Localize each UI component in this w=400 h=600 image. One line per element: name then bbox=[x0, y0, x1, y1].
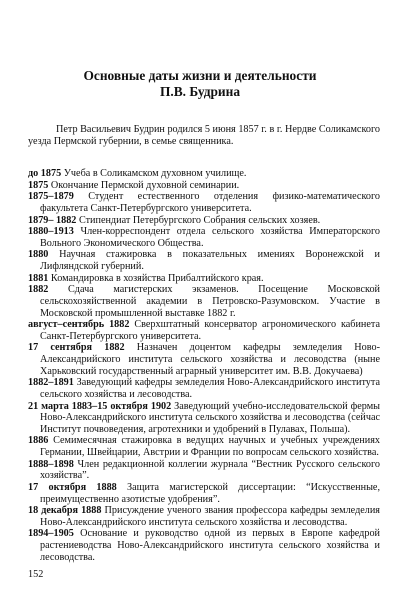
page-title-line-2: П.В. Будрина bbox=[159, 84, 241, 99]
entry-text: Член-корреспондент отдела сельского хозяйства Императорского Вольного Экономического Общества. bbox=[40, 226, 380, 249]
entry-text: Защита магистерской диссертации: “Искусственные, преимущественно азотистые удобрения”. bbox=[40, 481, 381, 505]
chronology-entry bbox=[28, 528, 380, 563]
chronology-entry bbox=[28, 226, 380, 249]
entry-date: до 1875 bbox=[28, 168, 62, 179]
entry-date: 1882 bbox=[28, 284, 49, 296]
entry-text: Учеба в Соликамском духовном училище. bbox=[61, 168, 247, 179]
entry-text: Стипендиат Петербургского Собрания сельских хозяев. bbox=[76, 214, 321, 226]
chronology-entry bbox=[28, 215, 380, 227]
entry-text: Сдача магистерских экзаменов. Посещение Московской сельскохозяйственной академии в Петровско-Разумовском. Участие в Московской промышленной выставке 1882 г. bbox=[40, 284, 380, 319]
chronology-list bbox=[28, 168, 380, 563]
entry-date: 17 сентября 1882 bbox=[28, 342, 125, 354]
chronology-entry bbox=[28, 284, 380, 319]
chronology-entry bbox=[28, 191, 380, 214]
chronology-entry bbox=[28, 342, 380, 377]
chronology-entry bbox=[28, 319, 380, 342]
entry-date: 1880 bbox=[28, 249, 49, 261]
entry-date: 1879– 1882 bbox=[28, 214, 77, 226]
entry-date: 18 декабря 1888 bbox=[28, 505, 102, 517]
page-number: 152 bbox=[28, 569, 44, 580]
entry-text: Член редакционной коллегии журнала “Вестник Русского сельского хозяйства”. bbox=[40, 458, 380, 482]
entry-date: 1875 bbox=[28, 179, 49, 191]
entry-text: Окончание Пермской духовной семинарии. bbox=[48, 179, 240, 191]
entry-text: Заведующий кафедры земледелия Ново-Александрийского института сельского хозяйства и лесоводства. bbox=[40, 377, 380, 400]
entry-date: 1880–1913 bbox=[28, 226, 74, 238]
entry-text: Присуждение ученого звания профессора кафедры земледелия Ново-Александрийского института сельского хозяйства и лесоводства. bbox=[40, 505, 380, 528]
chronology-entry bbox=[28, 249, 380, 272]
entry-date: 1888–1898 bbox=[28, 458, 74, 470]
entry-text: Командировка в хозяйства Прибалтийского края. bbox=[48, 272, 264, 284]
entry-text: Основание и руководство одной из первых в Европе кафедрой растениеводства Ново-Александрийского института сельского хозяйства и лесоводства. bbox=[40, 528, 380, 563]
chronology-entry bbox=[28, 401, 380, 436]
chronology-entry bbox=[28, 168, 380, 180]
chronology-entry bbox=[28, 505, 380, 528]
entry-text: Заведующий учебно-исследовательской фермы Ново-Александрийского института сельского хозяйства и лесоводства (сейчас Институт почвоведения, агротехники и удобрений в Пулавах, Польша). bbox=[40, 400, 380, 435]
entry-text: Научная стажировка в показательных имениях Воронежской и Лифляндской губерний. bbox=[40, 249, 380, 272]
entry-text: Сверхштатный консерватор агрономического кабинета Санкт-Петербургского университета. bbox=[40, 319, 380, 342]
intro-paragraph: Петр Васильевич Будрин родился 5 июня 1857 г. в г. Нердве Соликамского уезда Пермской губернии, в семье священника. bbox=[28, 124, 380, 147]
entry-date: август–сентябрь 1882 bbox=[28, 319, 130, 331]
entry-date: 1875–1879 bbox=[28, 191, 74, 203]
chronology-entry bbox=[28, 435, 380, 458]
entry-date: 17 октября 1888 bbox=[28, 481, 117, 493]
entry-date: 1881 bbox=[28, 272, 49, 284]
entry-date: 1886 bbox=[28, 435, 49, 447]
chronology-entry bbox=[28, 377, 380, 400]
page-title bbox=[40, 68, 360, 100]
entry-text: Назначен доцентом кафедры земледелия Ново-Александрийского института сельского хозяйства и лесоводства (ныне Харьковский государственный аграрный университет им. В.В. Докучаева) bbox=[40, 342, 380, 377]
entry-text: Студент естественного отделения физико-математического факультета Санкт-Петербургского университета. bbox=[40, 191, 380, 214]
chronology-entry bbox=[28, 482, 380, 505]
entry-text: Семимесячная стажировка в ведущих научных и учебных учреждениях Германии, Швейцарии, Австрии и Франции по вопросам сельского хозяйства. bbox=[40, 435, 380, 458]
entry-date: 1894–1905 bbox=[28, 528, 74, 540]
entry-date: 1882–1891 bbox=[28, 377, 74, 389]
chronology-entry bbox=[28, 273, 380, 285]
chronology-entry bbox=[28, 180, 380, 192]
chronology-entry bbox=[28, 459, 380, 482]
entry-date: 21 марта 1883–15 октября 1902 bbox=[28, 400, 172, 412]
page-title-line-1: Основные даты жизни и деятельности bbox=[83, 68, 317, 83]
